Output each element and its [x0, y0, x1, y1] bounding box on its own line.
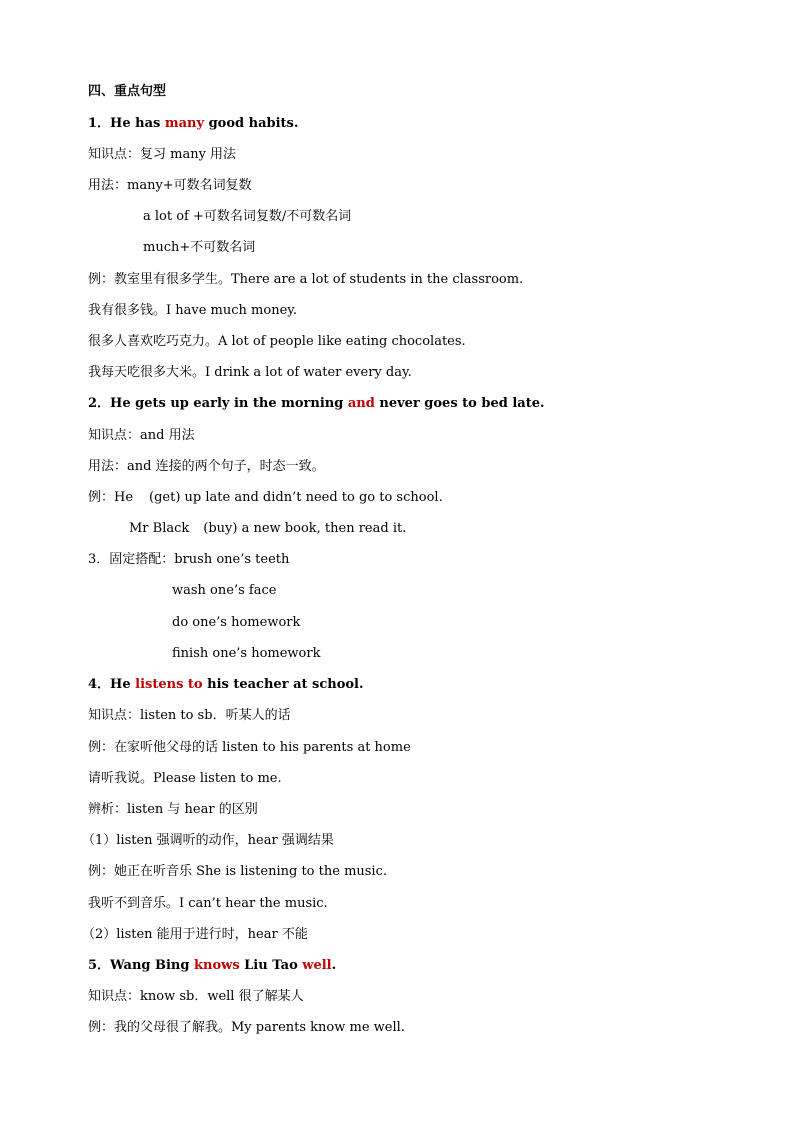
item2-highlight: and: [347, 396, 375, 411]
item1-point: 知识点：复习 many 用法: [88, 147, 237, 162]
item1-heading: [88, 116, 298, 132]
item2-point: 知识点：and 用法: [88, 428, 195, 443]
item4-highlight: listens to: [135, 677, 203, 692]
item1-usage: 用法：many+可数名词复数: [88, 178, 252, 193]
item4-heading-a: 4．He: [88, 677, 136, 692]
item2-heading: [88, 396, 545, 412]
item5-highlight2: well: [302, 958, 332, 973]
item3-collocation4: finish one’s homework: [172, 646, 321, 661]
item5-example1: 例：我的父母很了解我。My parents know me well.: [88, 1020, 405, 1035]
item1-example2: 我有很多钱。I have much money.: [88, 303, 298, 318]
item5-heading-b: Liu Tao: [239, 958, 303, 973]
item2-example1-a: 例：He: [88, 490, 134, 505]
section-title: 四、重点句型: [88, 84, 167, 99]
item2-example2: [129, 521, 406, 537]
item2-example1-b: (get) up late and didn’t need to go to school.: [149, 490, 443, 505]
item4-point: 知识点：listen to sb．听某人的话: [88, 708, 291, 723]
item1-example1: 例：教室里有很多学生。There are a lot of students in the classroom.: [88, 272, 524, 287]
item1-highlight: many: [164, 116, 205, 131]
item2-heading-b: never goes to bed late.: [374, 396, 545, 411]
item3-collocation3: do one’s homework: [172, 615, 301, 630]
item5-point: 知识点：know sb．well 很了解某人: [88, 989, 304, 1004]
item1-heading-b: good habits.: [204, 116, 299, 131]
item3-collocation2: wash one’s face: [172, 583, 277, 598]
item5-highlight1: knows: [194, 958, 240, 973]
item4-diff1: （1）listen 强调听的动作，hear 强调结果: [82, 833, 334, 848]
item2-example2-a: Mr Black: [129, 521, 190, 536]
item5-heading-a: 5．Wang Bing: [88, 958, 194, 973]
item2-example2-b: (buy) a new book, then read it.: [203, 521, 407, 536]
item4-diff: 辨析：listen 与 hear 的区别: [88, 802, 258, 817]
item4-example4: 我听不到音乐。I can’t hear the music.: [88, 896, 328, 911]
item1-usage2: a lot of +可数名词复数/不可数名词: [143, 209, 352, 224]
item5-heading-c: .: [331, 958, 337, 973]
item1-usage3: much+不可数名词: [143, 240, 256, 255]
item2-heading-a: 2．He gets up early in the morning: [88, 396, 348, 411]
item3-label: 3．固定搭配：brush one’s teeth: [88, 552, 290, 567]
item4-diff2: （2）listen 能用于进行时，hear 不能: [82, 927, 308, 942]
item4-example3: 例：她正在听音乐 She is listening to the music.: [88, 864, 388, 879]
item2-usage: 用法：and 连接的两个句子，时态一致。: [88, 459, 325, 474]
item4-example1: 例：在家听他父母的话 listen to his parents at home: [88, 740, 411, 755]
item1-heading-a: 1．He has: [88, 116, 165, 131]
item1-example3: 很多人喜欢吃巧克力。A lot of people like eating chocolates.: [88, 334, 466, 349]
item4-heading: [88, 677, 364, 693]
item4-example2: 请听我说。Please listen to me.: [88, 771, 282, 786]
item5-heading: [88, 958, 336, 974]
item4-heading-b: his teacher at school.: [202, 677, 364, 692]
item1-example4: 我每天吃很多大米。I drink a lot of water every day.: [88, 365, 412, 380]
item2-example1: [88, 490, 443, 506]
